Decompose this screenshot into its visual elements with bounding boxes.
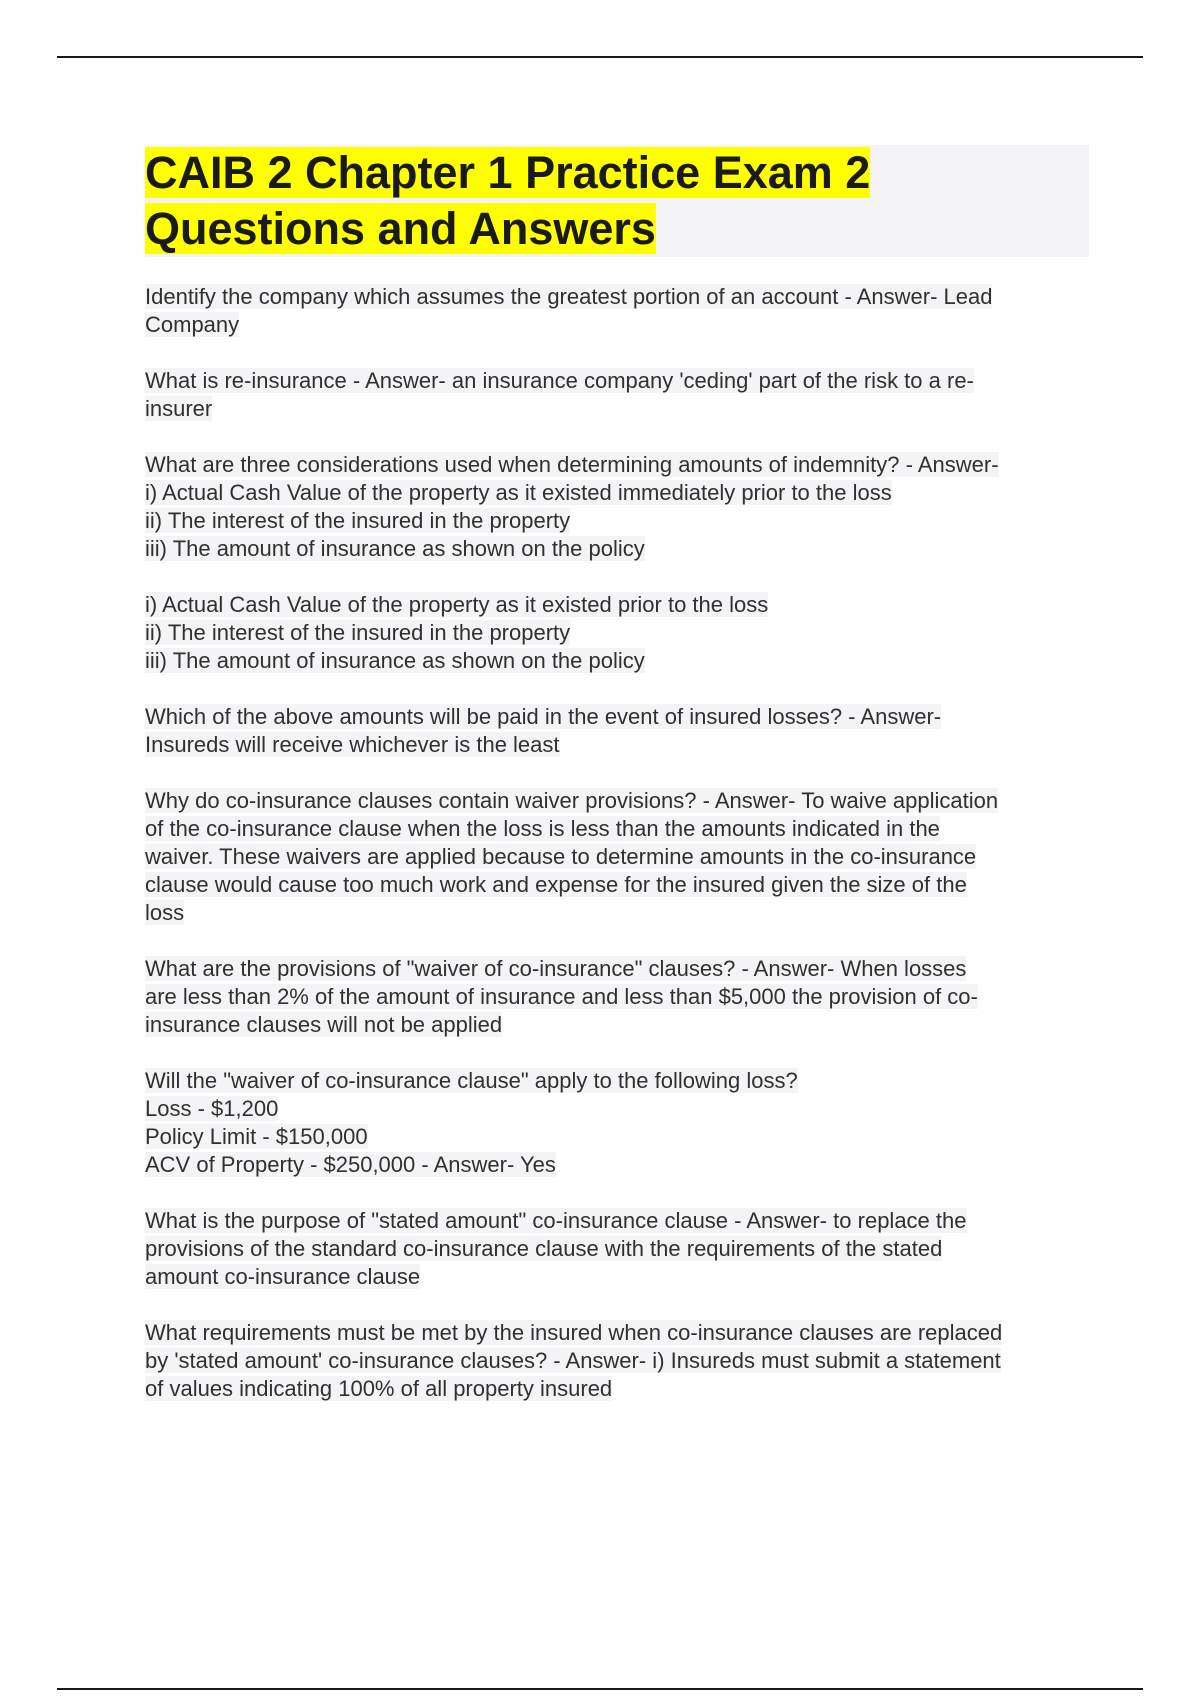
qa-item-2: [145, 367, 1089, 423]
qa-line: What are the provisions of "waiver of co-insurance" clauses? - Answer- When losses: [145, 956, 967, 981]
qa-line: of the co-insurance clause when the loss is less than the amounts indicated in the: [145, 816, 940, 841]
qa-line: are less than 2% of the amount of insurance and less than $5,000 the provision of co-: [145, 984, 978, 1009]
qa-line: i) Actual Cash Value of the property as it existed immediately prior to the loss: [145, 480, 892, 505]
qa-line: of values indicating 100% of all property insured: [145, 1376, 613, 1401]
qa-line: provisions of the standard co-insurance clause with the requirements of the stated: [145, 1236, 943, 1261]
qa-item-10: [145, 1319, 1089, 1403]
qa-item-8: [145, 1067, 1089, 1179]
qa-item-7: [145, 955, 1089, 1039]
qa-line: ii) The interest of the insured in the property: [145, 620, 571, 645]
qa-line: Which of the above amounts will be paid in the event of insured losses? - Answer-: [145, 704, 942, 729]
qa-item-3: [145, 451, 1089, 563]
qa-line: Identify the company which assumes the greatest portion of an account - Answer- Lead: [145, 284, 993, 309]
qa-line: insurer: [145, 396, 213, 421]
qa-line: Policy Limit - $150,000: [145, 1124, 368, 1149]
qa-line: i) Actual Cash Value of the property as it existed prior to the loss: [145, 592, 769, 617]
qa-line: iii) The amount of insurance as shown on the policy: [145, 536, 645, 561]
qa-item-1: [145, 283, 1089, 339]
qa-item-9: [145, 1207, 1089, 1291]
qa-line: loss: [145, 900, 185, 925]
qa-line: ACV of Property - $250,000 - Answer- Yes: [145, 1152, 556, 1177]
top-rule: [57, 56, 1143, 58]
qa-line: Company: [145, 312, 240, 337]
qa-line: amount co-insurance clause: [145, 1264, 421, 1289]
qa-line: Will the "waiver of co-insurance clause" apply to the following loss?: [145, 1068, 798, 1093]
qa-line: insurance clauses will not be applied: [145, 1012, 503, 1037]
qa-line: Insureds will receive whichever is the least: [145, 732, 560, 757]
qa-line: What is the purpose of "stated amount" co-insurance clause - Answer- to replace the: [145, 1208, 967, 1233]
qa-line: What are three considerations used when determining amounts of indemnity? - Answer-: [145, 452, 999, 477]
bottom-rule: [57, 1688, 1143, 1690]
qa-line: by 'stated amount' co-insurance clauses? - Answer- i) Insureds must submit a statement: [145, 1348, 1001, 1373]
document-body: [145, 145, 1089, 1431]
qa-line: What is re-insurance - Answer- an insurance company 'ceding' part of the risk to a re-: [145, 368, 974, 393]
title-line-1: CAIB 2 Chapter 1 Practice Exam 2: [145, 147, 871, 198]
page-title: [145, 145, 1089, 257]
qa-item-5: [145, 703, 1089, 759]
qa-line: clause would cause too much work and expense for the insured given the size of the: [145, 872, 967, 897]
title-line-2: Questions and Answers: [145, 203, 656, 254]
qa-item-4: [145, 591, 1089, 675]
qa-item-6: [145, 787, 1089, 927]
qa-line: Loss - $1,200: [145, 1096, 279, 1121]
qa-line: waiver. These waivers are applied because to determine amounts in the co-insurance: [145, 844, 977, 869]
title-block: [145, 145, 1089, 257]
qa-line: What requirements must be met by the insured when co-insurance clauses are replaced: [145, 1320, 1003, 1345]
qa-line: ii) The interest of the insured in the property: [145, 508, 571, 533]
qa-line: Why do co-insurance clauses contain waiver provisions? - Answer- To waive application: [145, 788, 999, 813]
qa-line: iii) The amount of insurance as shown on the policy: [145, 648, 645, 673]
